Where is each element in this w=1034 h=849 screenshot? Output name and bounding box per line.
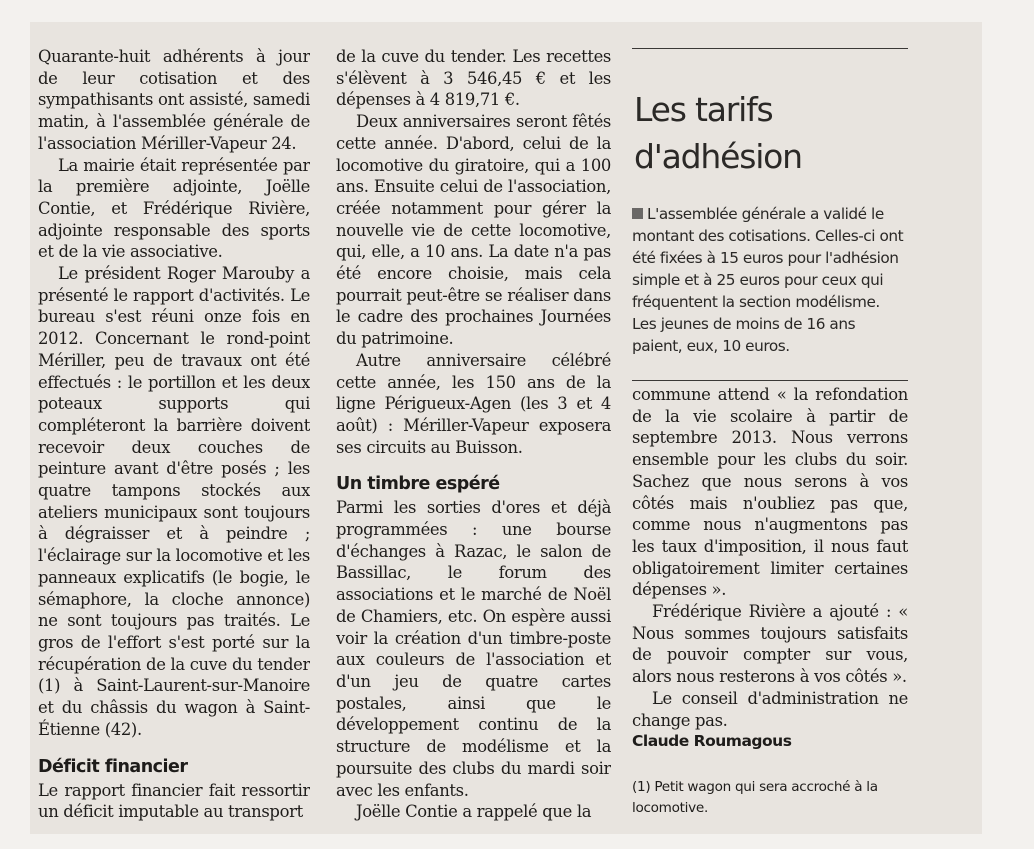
top-rule	[632, 48, 908, 49]
article-column-1	[38, 46, 310, 834]
paragraph: Deux anniversaires seront fêtés cette année. D'abord, celui de la locomotive du giratoire, qui a 100 ans. Ensuite celui de l'association, créée notamment pour gérer la nouvelle vie de cette locomotive, qui, elle, a 10 ans. La date n'a pas été encore choisie, mais cela pourrait peut-être se réaliser dans le cadre des prochaines Journées du patrimoine.	[336, 112, 611, 349]
paragraph: Joëlle Contie a rappelé que la	[356, 802, 592, 822]
subheading-timbre: Un timbre espéré	[336, 474, 500, 495]
paragraph: de la cuve du tender. Les recettes s'élèvent à 3 546,45 € et les dépenses à 4 819,71 €.	[336, 47, 611, 110]
paragraph: Le conseil d'administration ne change pas.	[632, 688, 908, 730]
subheading-deficit: Déficit financier	[38, 756, 188, 777]
paragraph: La mairie était représentée par la première adjointe, Joëlle Contie, et Frédérique Rivière, adjointe responsable des sports et de la vie associative.	[38, 155, 310, 262]
sidebar-text-block	[632, 203, 908, 357]
bullet-square-icon	[632, 208, 643, 219]
paragraph: commune attend « la refondation de la vie scolaire à partir de septembre 2013. Nous verrons ensemble pour les clubs du soir. Sachez que nous serons à vos côtés mais n'oubliez pas que, comme nous n'augmentons pas les taux d'imposition, il nous faut obligatoirement limiter certaines dépenses ».	[632, 385, 908, 600]
paragraph: Parmi les sorties d'ores et déjà programmées : une bourse d'échanges à Razac, le salon de Bassillac, le forum des associations et le marché de Noël de Chamiers, etc. On espère aussi voir la création d'un timbre-poste aux couleurs de l'association et d'un jeu de quatre cartes postales, ainsi que le développement continu de la structure de modélisme et la poursuite des clubs du mardi soir avec les enfants.	[336, 498, 611, 800]
paragraph: Autre anniversaire célébré cette année, les 150 ans de la ligne Périgueux-Agen (les 3 et 4 août) : Mériller-Vapeur exposera ses circuits au Buisson.	[336, 350, 611, 457]
paragraph: Le président Roger Marouby a présenté le rapport d'activités. Le bureau s'est réuni onze fois en 2012. Concernant le rond-point Mériller, peu de travaux ont été effectués : le portillon et les deux poteaux supports qui compléteront la barrière doivent recevoir deux couches de peinture avant d'être posés ; les quatre tampons stockés aux ateliers municipaux sont toujours à dégraisser et à peindre ; l'éclairage sur la locomotive et les panneaux explicatifs (le bogie, le sémaphore, la cloche annonce) ne sont toujours pas traités. Le gros de l'effort s'est porté sur la récupération de la cuve du tender (1) à Saint-Laurent-sur-Manoire et du châssis du wagon à Saint-Étienne (42).	[38, 264, 310, 739]
footnote: (1) Petit wagon qui sera accroché à la locomotive.	[632, 778, 878, 816]
sidebar-text: L'assemblée générale a validé le montant des cotisations. Celles-ci ont été fixées à 15 euros pour l'adhésion simple et à 25 euros pour ceux qui fréquentent la section modélisme. Les jeunes de moins de 16 ans paient, eux, 10 euros.	[632, 205, 904, 355]
article-column-2	[336, 46, 611, 834]
sidebar-title: Les tarifs d'adhésion	[634, 90, 802, 176]
paragraph: Le rapport financier fait ressortir un déficit imputable au transport	[38, 780, 310, 822]
article-column-3	[632, 384, 908, 834]
paragraph: Quarante-huit adhérents à jour de leur cotisation et des sympathisants ont assisté, samedi matin, à l'assemblée générale de l'association Mériller-Vapeur 24.	[38, 47, 310, 153]
sidebar-box	[632, 48, 908, 382]
paragraph: Frédérique Rivière a ajouté : « Nous sommes toujours satisfaits de pouvoir compter sur vous, alors nous resterons à vos côtés ».	[632, 602, 908, 687]
author-signature: Claude Roumagous	[632, 732, 792, 751]
bottom-rule	[632, 380, 908, 381]
newspaper-clipping	[30, 22, 982, 834]
